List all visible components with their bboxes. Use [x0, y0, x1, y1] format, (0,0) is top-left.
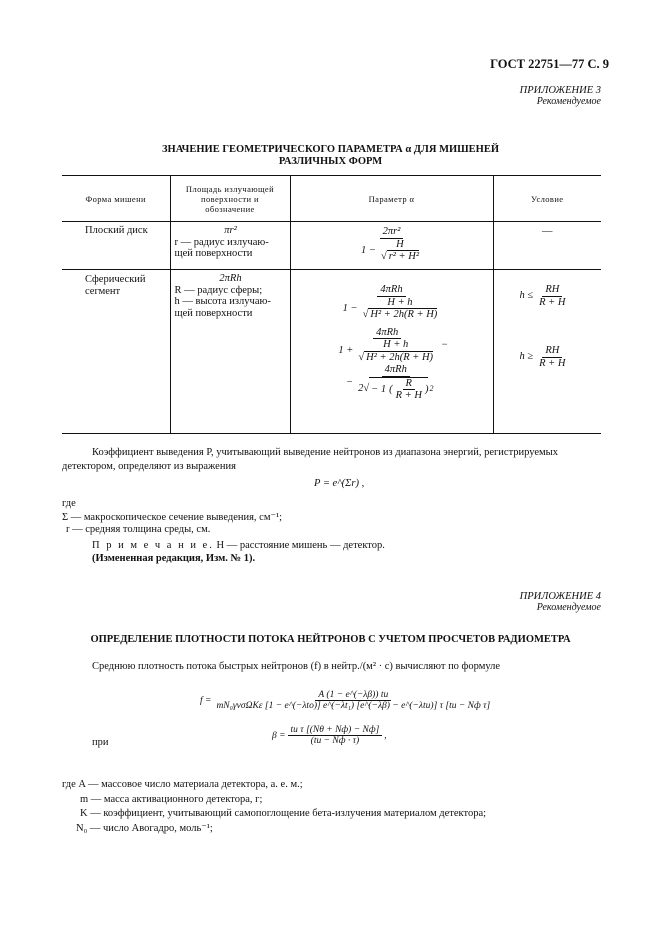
- inner-numerator: H + h: [380, 339, 411, 352]
- col-header-area: Площадь излучающей поверхности и обозначение: [170, 176, 290, 222]
- appendix-3-label: [520, 85, 601, 107]
- f-fraction: [213, 690, 493, 711]
- lead-minus: −: [346, 377, 353, 389]
- param-formula-2: [291, 327, 493, 364]
- paragraph-flux: Среднюю плотность потока быстрых нейтронов (f) в нейтр./(м² · с) вычисляют по формуле: [92, 661, 501, 672]
- table-title: [0, 144, 661, 168]
- def-r: r — средняя толщина среды, см.: [66, 524, 211, 535]
- beta-denominator: (tи − Nф · τ): [310, 736, 360, 746]
- sqrt-content: r² + H²: [388, 251, 420, 262]
- param-numerator: 4πRh: [377, 284, 405, 297]
- formula-beta: [272, 725, 387, 746]
- area-desc-height: h — высота излучаю-щей поверхности: [174, 296, 271, 319]
- param-cell-sphere: [290, 270, 493, 434]
- area-desc: r — радиус излучаю-щей поверхности: [174, 236, 269, 259]
- section-title: ОПРЕДЕЛЕНИЕ ПЛОТНОСТИ ПОТОКА НЕЙТРОНОВ С УЧЕТОМ ПРОСЧЕТОВ РАДИОМЕТРА: [90, 634, 571, 645]
- coefficient: 2: [358, 383, 364, 395]
- param-formula-3: [291, 364, 493, 402]
- table-row: [62, 270, 601, 434]
- f-denominator: mN₀γνσΩKε [1 − e^(−λtо)] e^(−λt₁) [e^(−λβ) − e^(−λtи)] τ [tи − Nф τ]: [216, 701, 491, 711]
- inner-numerator: H + h: [384, 297, 415, 310]
- one-minus: 1 −: [360, 244, 376, 256]
- inner-numerator: H: [393, 239, 407, 252]
- col-header-condition: Условие: [493, 176, 601, 222]
- condition-2: [520, 345, 569, 369]
- condition-lhs: h ≤: [519, 290, 534, 302]
- param-denominator: [358, 239, 425, 263]
- param-denominator: 2 √ − 1 ( $\frac{R}{R + H}$ ) 2: [358, 377, 434, 401]
- page-header: ГОСТ 22751—77 С. 9: [490, 57, 609, 71]
- inner-fraction: [360, 297, 441, 321]
- shape-disk: Плоский диск: [85, 225, 148, 236]
- condition-fraction: [536, 284, 568, 308]
- inner-fraction: [378, 239, 422, 263]
- note: [92, 540, 385, 551]
- def-sigma: Σ — макроскопическое сечение выведения, см⁻¹;: [62, 512, 283, 523]
- condition-disk: —: [493, 222, 601, 270]
- paragraph-removal-coefficient: Коэффициент выведения P, учитывающий выведение нейтронов из диапазона энергий, регистрируемых детектором, определяют из выражения: [62, 447, 558, 472]
- col-header-param: Параметр α: [290, 176, 493, 222]
- ratio-numerator: R: [403, 378, 415, 391]
- beta-numerator: tи τ [(Nθ + Nф) − Nф]: [288, 725, 383, 736]
- table-header-row: [62, 176, 601, 222]
- one-minus: 1 −: [342, 302, 358, 314]
- formula-f: [200, 690, 493, 711]
- ratio-denominator: R + H: [395, 390, 422, 401]
- area-cell-disk: [170, 222, 290, 270]
- param-fraction: [335, 327, 439, 364]
- def-k: K — коэффициент, учитывающий самопоглощение бета-излучения материалом детектора;: [80, 808, 487, 819]
- note-text: H — расстояние мишень — детектор.: [216, 540, 385, 551]
- inner-fraction: [355, 339, 436, 363]
- trailing-minus: −: [441, 339, 448, 351]
- shape-sphere: Сферический сегмент: [62, 270, 170, 434]
- param-fraction: [340, 284, 444, 321]
- condition-lhs: h ≥: [519, 351, 534, 363]
- param-denominator: [340, 297, 444, 321]
- sqrt-content: H² + 2h(R + H): [366, 351, 434, 363]
- appendix-4-label: [520, 591, 601, 613]
- beta-lhs: β =: [272, 730, 286, 741]
- def-a: где A — массовое число материала детектора, а. е. м.;: [62, 779, 303, 790]
- condition-numerator: RH: [542, 284, 562, 297]
- minus-one: − 1: [371, 383, 387, 395]
- param-fraction: [358, 226, 425, 263]
- condition-numerator: RH: [542, 345, 562, 358]
- power: 2: [429, 384, 434, 394]
- formula-p: P = e^(Σr) ,: [314, 478, 365, 489]
- sqrt-content: H² + 2h(R + H): [370, 309, 438, 320]
- param-numerator: 4πRh: [373, 327, 401, 340]
- beta-tail: ,: [384, 730, 387, 741]
- condition-denominator: R + H: [539, 296, 566, 308]
- area-desc-radius: R — радиус сферы;: [174, 284, 263, 296]
- pri-label: при: [92, 737, 109, 748]
- def-m: m — масса активационного детектора, г;: [80, 794, 263, 805]
- appendix-3-title: ПРИЛОЖЕНИЕ 3: [519, 85, 601, 96]
- param-cell-disk: [290, 222, 493, 270]
- inner-denominator: √ H² + 2h(R + H): [362, 309, 438, 320]
- param-numerator: 4πRh: [382, 364, 410, 377]
- area-formula: πr²: [224, 225, 237, 236]
- appendix-4-title: ПРИЛОЖЕНИЕ 4: [519, 591, 601, 602]
- ratio-fraction: [393, 378, 425, 402]
- condition-denominator: R + H: [539, 357, 566, 369]
- note-label: П р и м е ч а н и е.: [92, 540, 214, 551]
- param-formula-1: [291, 284, 493, 321]
- condition-1: [520, 284, 569, 308]
- param-numerator: 2πr²: [380, 226, 404, 239]
- inner-denominator: √ r² + H²: [380, 251, 420, 262]
- def-n0: N₀ — число Авогадро, моль⁻¹;: [76, 823, 213, 834]
- f-lhs: f =: [200, 695, 212, 706]
- where-label: где: [62, 498, 76, 509]
- param-fraction: [355, 364, 436, 402]
- appendix-4-note: Рекомендуемое: [536, 602, 601, 613]
- condition-cell-sphere: [493, 270, 601, 434]
- sqrt-content: − 1 ( $\frac{R}{R + H}$ ): [371, 377, 429, 401]
- col-header-shape: Форма мишени: [62, 176, 170, 222]
- table-title-line1: ЗНАЧЕНИЕ ГЕОМЕТРИЧЕСКОГО ПАРАМЕТРА α ДЛЯ МИШЕНЕЙ: [161, 144, 500, 155]
- geometry-parameter-table: [62, 175, 601, 434]
- inner-denominator: √ H² + 2h(R + H): [358, 351, 434, 363]
- condition-fraction: [536, 345, 568, 369]
- area-cell-sphere: [170, 270, 290, 434]
- one-plus: 1 +: [338, 345, 354, 357]
- table-title-line2: РАЗЛИЧНЫХ ФОРМ: [278, 156, 383, 167]
- beta-fraction: [288, 725, 383, 746]
- area-formula: 2πRh: [219, 273, 242, 284]
- table-row: [62, 222, 601, 270]
- param-denominator: [335, 339, 439, 363]
- edit-note: (Измененная редакция, Изм. № 1).: [92, 553, 256, 564]
- f-numerator: A (1 − e^(−λβ)) tи: [315, 690, 391, 701]
- appendix-3-note: Рекомендуемое: [536, 96, 601, 107]
